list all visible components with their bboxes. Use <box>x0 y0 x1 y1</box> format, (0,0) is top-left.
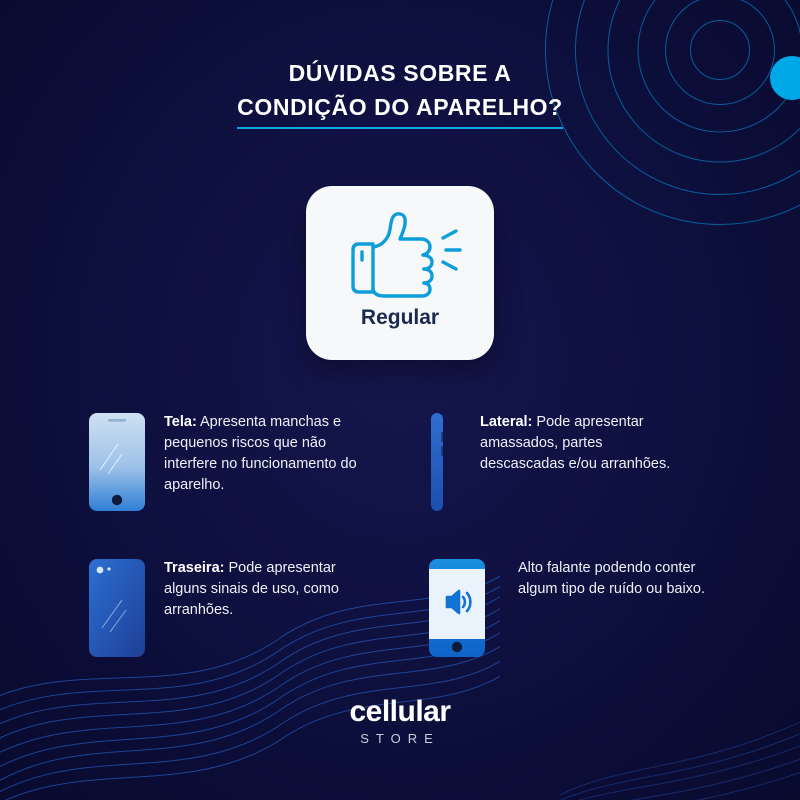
item-tela-title: Tela: <box>164 414 197 430</box>
phone-front-screen-icon <box>88 412 146 512</box>
condition-badge-card <box>306 186 494 360</box>
phone-back-icon <box>88 558 146 658</box>
title-line-1: DÚVIDAS SOBRE A <box>288 60 512 86</box>
item-tela-body: Apresenta manchas e pequenos riscos que não interfere no funcionamento do aparelho. <box>164 414 357 493</box>
phone-side-icon <box>428 412 446 512</box>
badge-label: Regular <box>360 306 440 329</box>
item-traseira-body: Pode apresentar alguns sinais de uso, como arranhões. <box>164 560 339 618</box>
item-traseira-title: Traseira: <box>164 560 225 576</box>
brand-logo <box>0 695 800 746</box>
item-lateral-title: Lateral: <box>480 414 533 430</box>
item-alto-falante-body: Alto falante podendo conter algum tipo de ruído ou baixo. <box>518 560 706 597</box>
list-item-traseira <box>88 558 374 658</box>
item-lateral-body: Pode apresentar amassados, partes descascadas e/ou arranhões. <box>480 414 671 472</box>
item-alto-falante-text <box>518 558 728 600</box>
phone-speaker-icon <box>428 558 486 658</box>
list-item-alto-falante <box>428 558 728 658</box>
item-traseira-text <box>164 558 374 621</box>
list-item-tela <box>88 412 374 512</box>
brand-logo-main: cellular <box>349 695 451 728</box>
title-line-2: CONDIÇÃO DO APARELHO? <box>237 90 563 129</box>
list-item-lateral <box>428 412 690 512</box>
page-title <box>0 56 800 129</box>
brand-logo-sub: STORE <box>360 731 440 746</box>
item-lateral-text <box>480 412 690 475</box>
item-tela-text <box>164 412 374 496</box>
thumbs-up-icon <box>325 204 475 302</box>
